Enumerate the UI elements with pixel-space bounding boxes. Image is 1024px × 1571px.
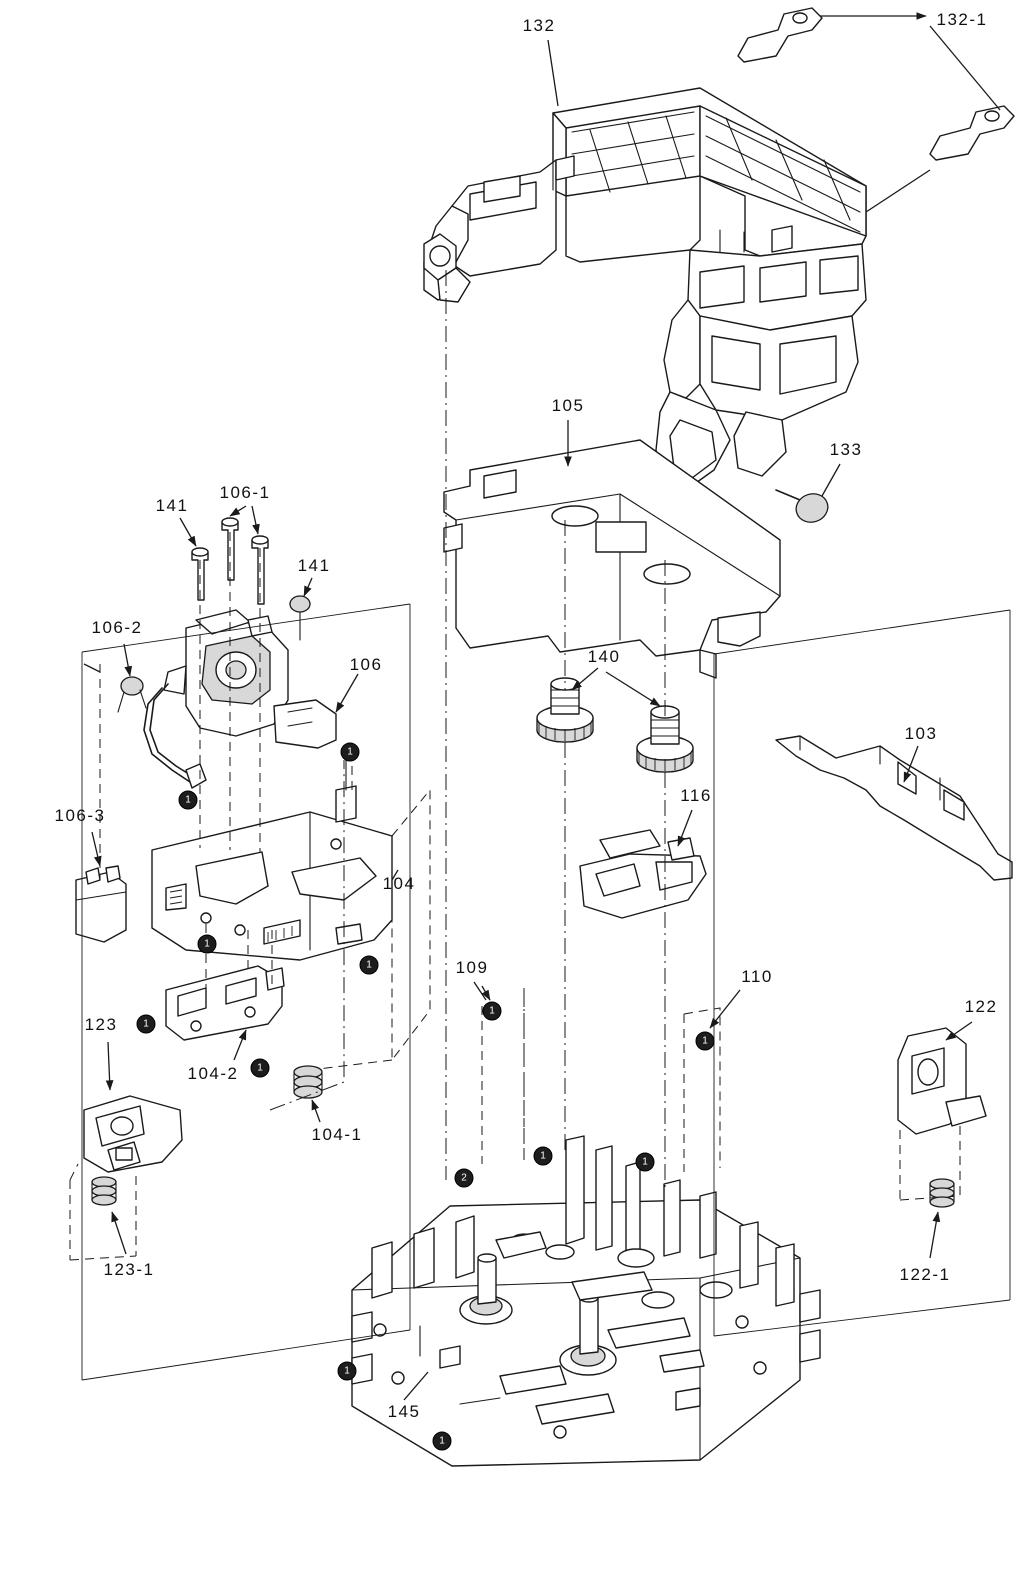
callout-110: 110	[741, 967, 773, 986]
bubble-marker: 1	[360, 956, 379, 975]
bubble-marker: 1	[636, 1153, 655, 1172]
part-123-1-spring	[92, 1177, 126, 1254]
part-106-1-screws	[222, 506, 268, 604]
bubble-marker: 1	[433, 1432, 452, 1451]
callout-122-1: 122-1	[899, 1265, 951, 1284]
callout-106-3: 106-3	[54, 806, 106, 825]
part-132-top-frame	[424, 88, 866, 490]
part-103-bracket	[776, 736, 1012, 880]
callout-104-2: 104-2	[187, 1064, 239, 1083]
bubble-marker: 1	[338, 1362, 357, 1381]
callout-132: 132	[522, 16, 556, 35]
part-105-plate	[444, 420, 780, 678]
callout-106: 106	[349, 655, 383, 674]
callout-133: 133	[829, 440, 863, 459]
part-122-1-spring	[930, 1179, 954, 1258]
callout-141-b: 141	[297, 556, 331, 575]
callout-140: 140	[587, 647, 621, 666]
part-106-2-bushing	[118, 644, 146, 712]
part-140-gears	[537, 668, 693, 772]
callout-105: 105	[551, 396, 585, 415]
bubble-marker: 1	[251, 1059, 270, 1078]
part-116-holder	[580, 810, 706, 918]
bubble-marker: 1	[483, 1002, 502, 1021]
bubble-marker: 2	[455, 1169, 474, 1188]
callout-109: 109	[455, 958, 489, 977]
bubble-marker: 1	[341, 743, 360, 762]
part-110-spring	[684, 990, 740, 1172]
callout-123: 123	[84, 1015, 118, 1034]
bubble-marker: 1	[198, 935, 217, 954]
part-133-pin	[776, 464, 840, 526]
bubble-marker: 1	[137, 1015, 156, 1034]
part-123-bracket	[70, 1042, 182, 1260]
callout-122: 122	[964, 997, 998, 1016]
callout-116: 116	[680, 786, 712, 805]
callout-106-2: 106-2	[91, 618, 143, 637]
bubble-marker: 1	[696, 1032, 715, 1051]
part-122-bracket	[898, 1022, 986, 1200]
callout-123-1: 123-1	[103, 1260, 155, 1279]
callout-141-a: 141	[155, 496, 189, 515]
callout-132-1: 132-1	[936, 10, 988, 29]
part-106-head-assembly	[144, 610, 358, 788]
callout-104-1: 104-1	[311, 1125, 363, 1144]
callout-103: 103	[904, 724, 938, 743]
callout-104: 104	[382, 874, 416, 893]
callout-145: 145	[387, 1402, 421, 1421]
part-106-3-connector	[76, 832, 126, 942]
callout-106-1: 106-1	[219, 483, 271, 502]
part-104-2-lever	[166, 966, 284, 1060]
bubble-marker: 1	[534, 1147, 553, 1166]
part-145-main-deck	[352, 1136, 820, 1466]
bubble-marker: 1	[179, 791, 198, 810]
